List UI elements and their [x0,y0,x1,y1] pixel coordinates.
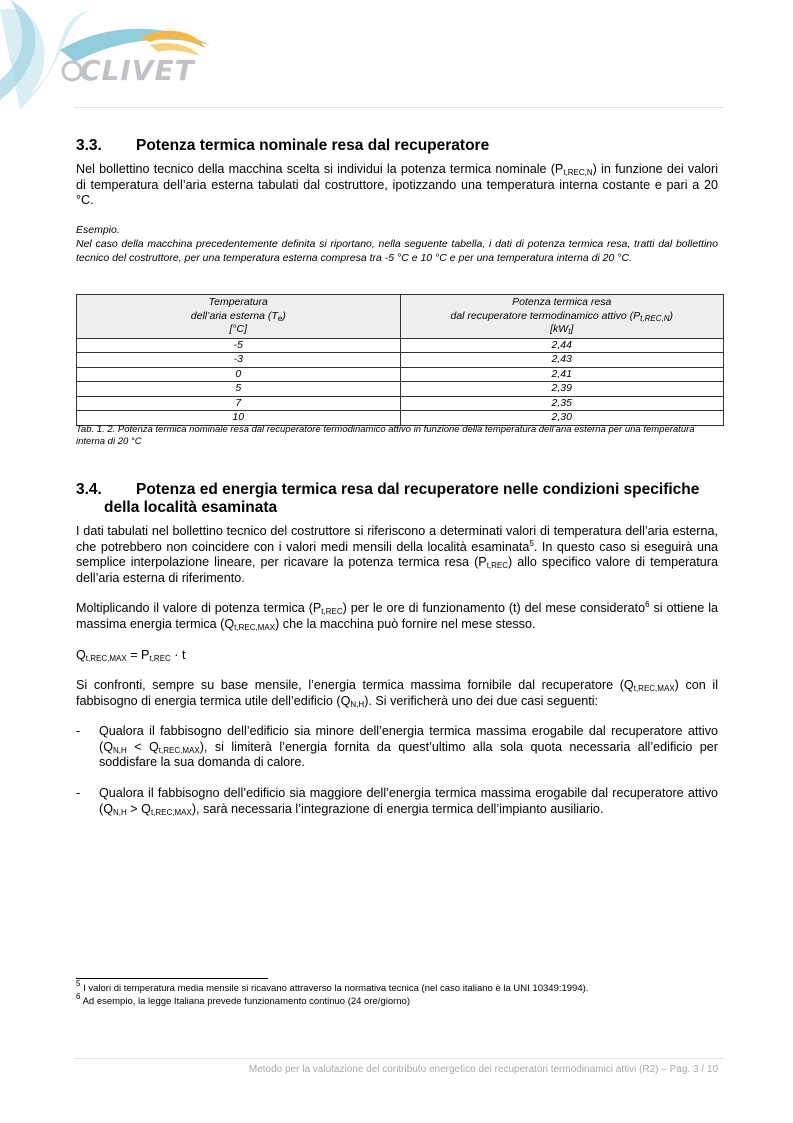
footnote-ref: 6 [645,600,650,609]
temperature-cell: 5 [77,382,401,397]
formula [76,648,718,664]
subscript: e [277,313,283,323]
subscript: t,REC [149,654,171,663]
subscript: N,H [350,699,365,709]
text-run: dal recuperatore termodinamico attivo (P [450,309,641,322]
subscript: t,REC,MAX [633,684,675,693]
section-3-4-paragraph-2 [76,601,718,632]
header-line [401,323,724,337]
footnote-text: Ad esempio, la legge Italiana prevede funzionamento continuo (24 ore/giorno) [80,996,411,1007]
subscript: t,REC,MAX [150,807,192,817]
list-item-text [99,724,718,771]
logo-wordmark: CLIVET [80,54,195,87]
text-run: · t [170,648,186,662]
power-cell: 2,39 [400,382,724,397]
header-line [77,310,400,324]
header-divider [74,107,724,108]
text-run: ) [669,309,673,322]
section-number: 3.4. [76,481,102,498]
table-row [77,396,724,411]
page-header [0,0,793,110]
text-run: ). Si verificherà uno dei due casi seguenti: [364,693,599,708]
power-cell: 2,41 [400,367,724,382]
table-row [77,367,724,382]
text-run: I dati tabulati nel bollettino tecnico del costruttore si riferiscono a determinati valori di temperatura dell’aria esterna, che potrebbero non coincidere con i valori medi mensili della località esaminata [76,524,718,554]
header-line: Potenza termica resa [512,296,612,308]
footnote-divider [76,978,268,979]
text-run: Qualora il fabbisogno dell’edificio sia maggiore dell’energia termica massima erogabile dal recuperatore attivo (Q [99,786,718,816]
page-footer: Metodo per la valutazione del contributo energetico dei recuperatori termodinamici attivi (R2) – Pag. 3 / 10 [248,1064,718,1075]
header-line [401,310,724,324]
subscript: t,REC,MAX [85,654,127,663]
power-cell: 2,35 [400,396,724,411]
list-item-text [99,786,718,817]
section-3-4-heading [76,481,699,499]
text-run: ), si limiterà l’energia fornita da quest’ultimo alla sola quota necessaria all’edificio per soddisfare la sua domanda di calore. [99,739,718,769]
example-label: Esempio. [76,224,120,236]
temperature-cell: 10 [77,411,401,426]
bullet-dash: - [76,724,81,738]
table-row [77,338,724,353]
bullet-dash: - [76,786,81,800]
section-3-3-paragraph [76,162,718,209]
text-run: dell’aria esterna (T [190,309,278,322]
text-run: ) che la macchina può fornire nel mese stesso. [275,616,536,631]
table-caption: Tab. 1. 2. Potenza termica nominale resa dal recuperatore termodinamico attivo in funzione della temperatura dell’aria esterna per una temperatura interna di 20 °C [76,424,695,447]
section-3-4-heading-line2: della località esaminata [104,499,278,516]
power-cell: 2,43 [400,353,724,368]
table-row [77,382,724,397]
section-number: 3.3. [76,137,102,154]
text-run: ) per le ore di funzionamento (t) del mese considerato [342,601,646,615]
text-run: ) in funzione dei valori di temperatura dell’aria esterna tabulati dal costruttore, ipotizzando una temperatura interna costante e pari a 20 °C. [76,162,718,207]
section-3-4-paragraph-3 [76,678,718,709]
text-run: > Q [126,801,151,816]
subscript: t,REC,MAX [158,745,200,755]
text-run: ) con il fabbisogno di energia termica utile dell’edificio (Q [76,678,718,708]
text-run: si ottiene la massima energia termica (Q [76,601,718,631]
section-3-3-heading [76,137,489,155]
table-row [77,411,724,426]
text-run: ] [570,323,574,335]
section-3-4-paragraph-1 [76,524,718,586]
temperature-cell: -3 [77,353,401,368]
footer-divider [74,1058,724,1059]
text-run: ) allo specifico valore di temperatura dell’aria esterna di riferimento. [76,555,718,585]
subscript: t,REC,N [563,168,593,177]
subscript: t,REC,N [640,313,670,323]
text-run: . In questo caso si eseguirà una semplice interpolazione lineare, per ricavare la potenza termica resa (P [76,539,718,569]
subscript: t,REC [321,607,343,616]
footnote-number: 6 [76,992,81,1001]
footnote-5 [76,979,726,995]
temperature-cell: 7 [77,396,401,411]
power-cell: 2,44 [400,338,724,353]
header-line: Temperatura [208,296,268,308]
text-run: Q [76,648,86,662]
text-run: Nel bollettino tecnico della macchina scelta si individui la potenza termica nominale (P [76,162,564,176]
footnote-6 [76,992,726,1008]
text-run: = P [126,648,150,662]
text-run: < Q [126,739,159,754]
temperature-cell: 0 [77,367,401,382]
subscript: t,REC [486,561,509,570]
subscript: N,H [113,745,127,755]
text-run: [kW [550,323,569,335]
header-line: [°C] [229,323,248,335]
table-row [77,353,724,368]
text-run: Qualora il fabbisogno dell’edificio sia minore dell’energia termica massima erogabile dal recuperatore attivo (Q [99,724,718,754]
footnote-number: 5 [76,979,81,988]
subscript: t [568,327,571,336]
text-run: ), sarà necessaria l’integrazione di energia termica dell’impianto ausiliario. [191,801,604,816]
footnote-ref: 5 [529,538,534,548]
text-run: ) [282,309,286,322]
temperature-cell: -5 [77,338,401,353]
subscript: t,REC,MAX [234,622,276,632]
text-run: Moltiplicando il valore di potenza termica (P [76,601,322,615]
power-cell: 2,30 [400,411,724,426]
section-title-line1: Potenza ed energia termica resa dal recuperatore nelle condizioni specifiche [136,481,700,498]
text-run: Si confronti, sempre su base mensile, l’energia termica massima fornibile dal recuperatore (Q [76,678,634,692]
subscript: N,H [113,807,127,817]
section-title: Potenza termica nominale resa dal recuperatore [136,137,490,154]
table-header-row [77,295,724,339]
power-table [76,294,724,426]
table-header-temperature [77,295,401,339]
example-text: Nel caso della macchina precedentemente definita si riportano, nella seguente tabella, i dati di potenza termica resa, tratti dal bollettino tecnico del costruttore, per una temperatura esterna compresa tra -5 °C e 10 °C e per una temperatura interna di 20 °C. [76,238,718,264]
table-header-power [400,295,724,339]
footnote-text: I valori di temperatura media mensile si ricavano attraverso la normativa tecnica (nel caso italiano è la UNI 10349:1994). [80,983,589,994]
